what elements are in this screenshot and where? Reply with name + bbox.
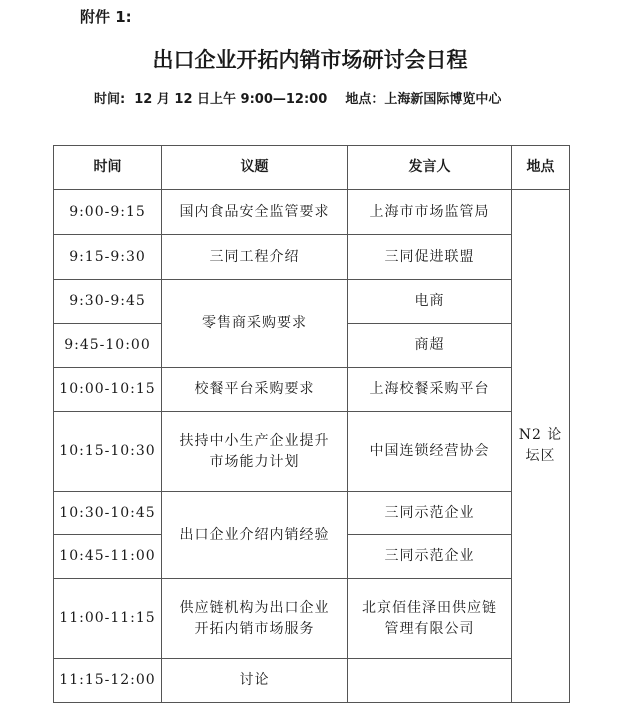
- table-row: [54, 492, 570, 535]
- topic-line: 市场能力计划: [209, 453, 300, 470]
- time-cell: 9:00-9:15: [54, 190, 162, 235]
- topic-cell: [162, 579, 348, 659]
- table-row: [54, 368, 570, 412]
- topic-cell: 讨论: [162, 659, 348, 703]
- header-topic: 议题: [162, 146, 348, 190]
- time-cell: 11:00-11:15: [54, 579, 162, 659]
- speaker-cell: 三同促进联盟: [348, 235, 512, 280]
- time-cell: 10:45-11:00: [54, 535, 162, 579]
- attachment-label: 附件 1:: [80, 8, 132, 26]
- speaker-cell: [348, 659, 512, 703]
- speaker-cell: [348, 579, 512, 659]
- speaker-cell: 三同示范企业: [348, 492, 512, 535]
- table-row: [54, 235, 570, 280]
- speaker-cell: 电商: [348, 280, 512, 324]
- speaker-line: 管理有限公司: [384, 620, 475, 637]
- table-row: [54, 412, 570, 492]
- time-cell: 10:15-10:30: [54, 412, 162, 492]
- header-venue: 地点: [512, 146, 570, 190]
- table-row: [54, 190, 570, 235]
- speaker-cell: 三同示范企业: [348, 535, 512, 579]
- table-row: [54, 659, 570, 703]
- topic-line: 供应链机构为出口企业: [179, 599, 330, 616]
- time-cell: 9:15-9:30: [54, 235, 162, 280]
- time-cell: 9:45-10:00: [54, 324, 162, 368]
- table-header-row: [54, 146, 570, 190]
- page-title: 出口企业开拓内销市场研讨会日程: [152, 48, 468, 72]
- table-row: [54, 579, 570, 659]
- speaker-cell: 中国连锁经营协会: [348, 412, 512, 492]
- topic-cell: 校餐平台采购要求: [162, 368, 348, 412]
- topic-cell: 国内食品安全监管要求: [162, 190, 348, 235]
- topic-cell: [162, 412, 348, 492]
- topic-line: 扶持中小生产企业提升: [179, 432, 330, 449]
- topic-cell: 出口企业介绍内销经验: [162, 492, 348, 579]
- time-cell: 9:30-9:45: [54, 280, 162, 324]
- venue-line: 坛区: [525, 448, 556, 464]
- speaker-cell: 上海市市场监管局: [348, 190, 512, 235]
- header-time: 时间: [54, 146, 162, 190]
- speaker-line: 北京佰佳泽田供应链: [362, 599, 497, 616]
- speaker-cell: 商超: [348, 324, 512, 368]
- time-location-line: 时间: 12 月 12 日上午 9:00—12:00 地点：上海新国际博览中心: [94, 92, 502, 107]
- time-cell: 11:15-12:00: [54, 659, 162, 703]
- schedule-table: [53, 145, 570, 703]
- header-speaker: 发言人: [348, 146, 512, 190]
- speaker-cell: 上海校餐采购平台: [348, 368, 512, 412]
- time-cell: 10:30-10:45: [54, 492, 162, 535]
- time-cell: 10:00-10:15: [54, 368, 162, 412]
- venue-line: N2 论: [518, 427, 563, 443]
- table-row: [54, 280, 570, 324]
- topic-line: 开拓内销市场服务: [194, 620, 315, 637]
- topic-cell: 零售商采购要求: [162, 280, 348, 368]
- topic-cell: 三同工程介绍: [162, 235, 348, 280]
- venue-cell: [512, 190, 570, 703]
